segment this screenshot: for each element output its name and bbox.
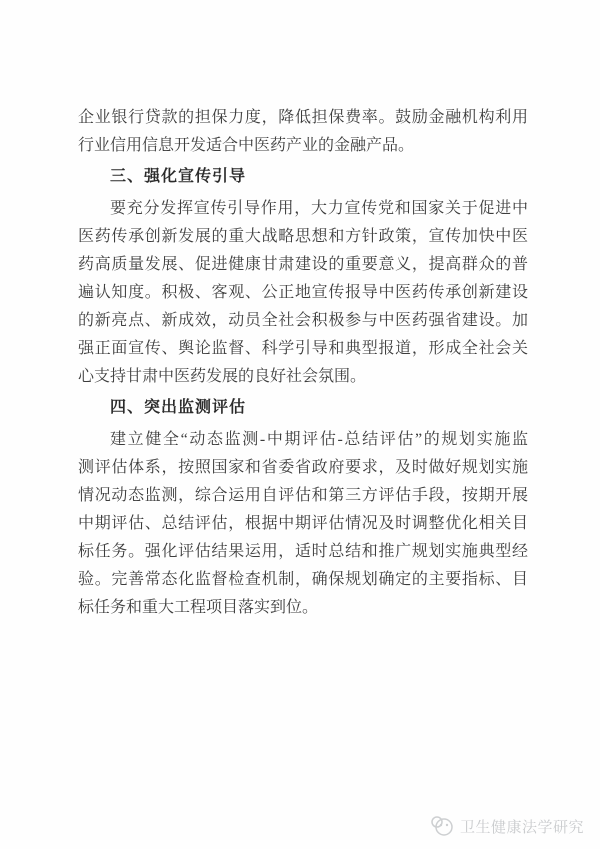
text-line: 医药传承创新发展的重大战略思想和方针政策，宣传加快中医 — [78, 228, 528, 245]
text-line: 的新亮点、新成效，动员全社会积极参与中医药强省建设。加 — [78, 312, 528, 329]
text-line: 标任务。强化评估结果运用，适时总结和推广规划实施典型经 — [78, 543, 528, 560]
text-line: 中期评估、总结评估，根据中期评估情况及时调整优化相关目 — [78, 515, 528, 532]
text-line: 遍认知度。积极、客观、公正地宣传报导中医药传承创新建设 — [78, 284, 528, 301]
watermark — [429, 814, 584, 838]
section-heading: 四、突出监测评估 — [110, 399, 247, 416]
text-line: 药高质量发展、促进健康甘肃建设的重要意义，提高群众的普 — [78, 256, 528, 273]
paragraph — [78, 426, 528, 622]
text-line: 强正面宣传、舆论监督、科学引导和典型报道，形成全社会关 — [78, 340, 528, 357]
paragraph — [78, 104, 528, 160]
watermark-label: 卫生健康法学研究 — [459, 818, 584, 836]
text-line: 行业信用信息开发适合中医药产业的金融产品。 — [78, 137, 415, 154]
publisher-logo-icon — [429, 814, 455, 838]
text-line: 情况动态监测，综合运用自评估和第三方评估手段，按期开展 — [78, 487, 528, 504]
text-line: 要充分发挥宣传引导作用，大力宣传党和国家关于促进中 — [110, 200, 528, 217]
text-line: 标任务和重大工程项目落实到位。 — [78, 599, 319, 616]
text-line: 企业银行贷款的担保力度，降低担保费率。鼓励金融机构利用 — [78, 109, 528, 126]
section-heading: 三、强化宣传引导 — [110, 168, 247, 185]
paragraph — [78, 195, 528, 391]
text-line: 心支持甘肃中医药发展的良好社会氛围。 — [78, 368, 367, 385]
text-line: 测评估体系，按照国家和省委省政府要求，及时做好规划实施 — [78, 459, 528, 476]
document-body — [78, 104, 528, 622]
text-line: 建立健全“动态监测-中期评估-总结评估”的规划实施监 — [110, 431, 528, 448]
text-line: 验。完善常态化监督检查机制，确保规划确定的主要指标、目 — [78, 571, 528, 588]
